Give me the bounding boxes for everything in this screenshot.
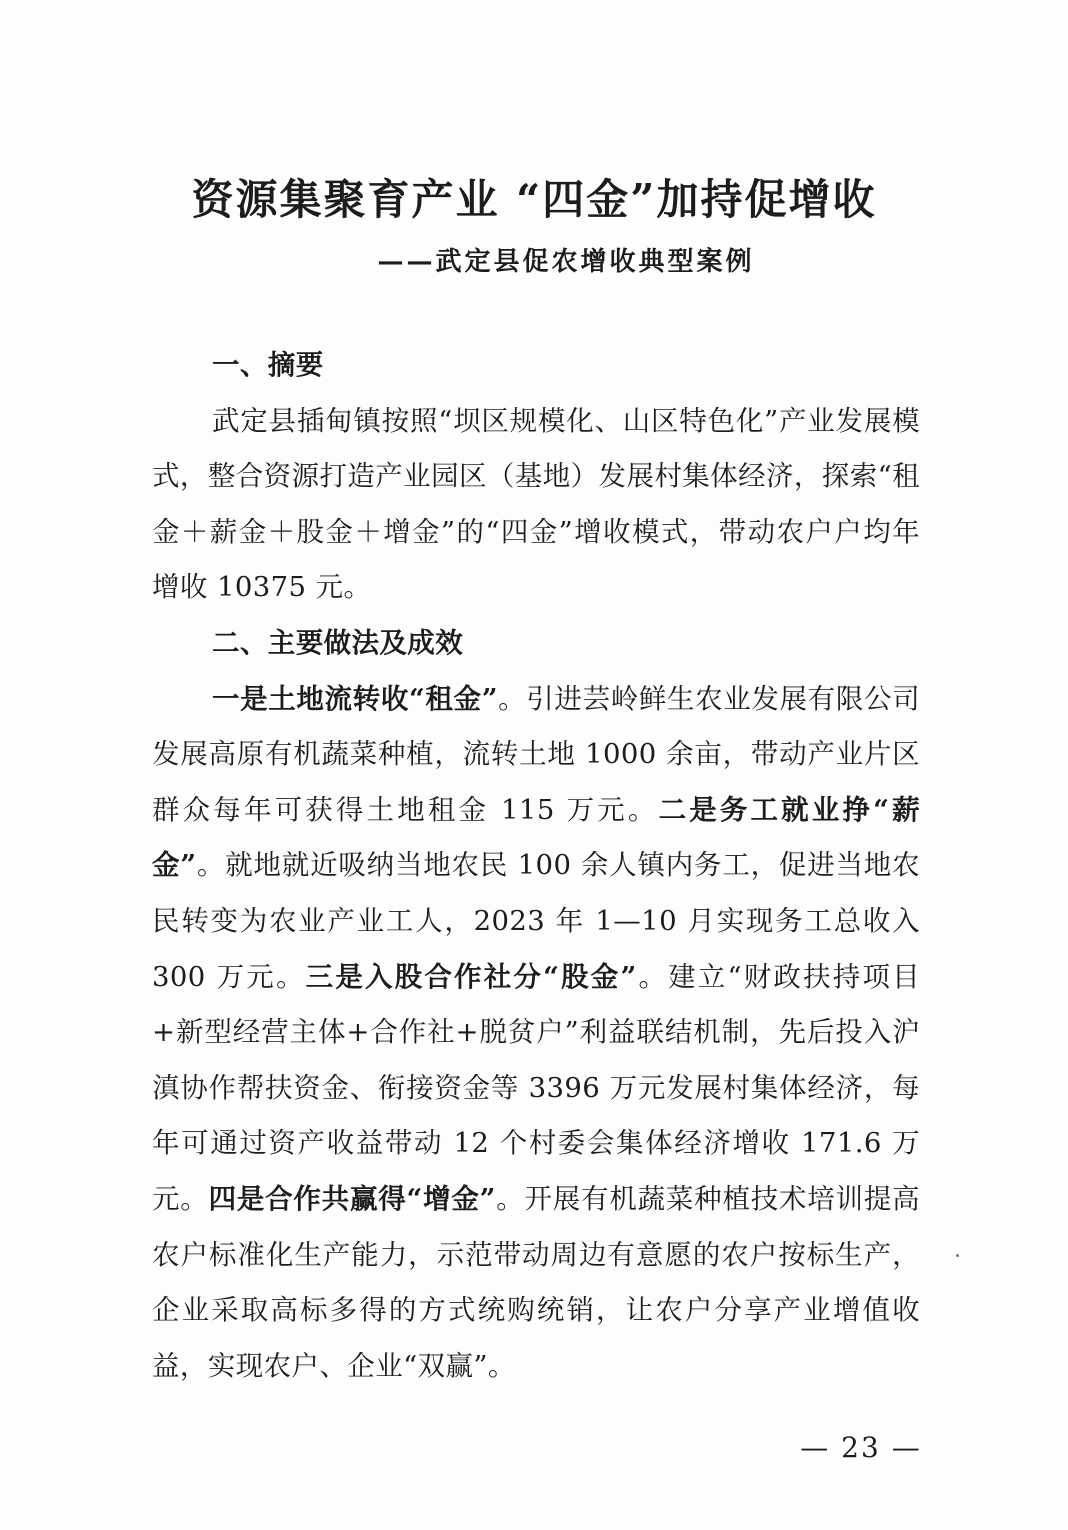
practice-2-text: 。就地就近吸纳当地农民 100 余人镇内务工，促进当地农民转变为农业产业工人，2023 年 1—10 月实现务工总收入 300 万元。 xyxy=(152,849,920,993)
practice-1-label: 一是土地流转收“租金” xyxy=(212,682,498,715)
practice-3-label: 三是入股合作社分“股金” xyxy=(305,960,637,993)
section-heading-practices: 二、主要做法及成效 xyxy=(212,626,464,659)
practices-paragraph xyxy=(152,672,920,1395)
practice-2-label: 二是务工就业挣“薪金” xyxy=(152,793,920,882)
document-body xyxy=(152,338,920,1394)
practice-3-text: 。建立“财政扶持项目+新型经营主体+合作社+脱贫户”利益联结机制，先后投入沪滇协作帮扶资金、衔接资金等 3396 万元发展村集体经济，每年可通过资产收益带动 12 个村委会集体经济增收 171.6 万元。 xyxy=(152,960,921,1215)
scan-speck xyxy=(956,1254,959,1257)
document-title: 资源集聚育产业 “四金”加持促增收 xyxy=(191,175,877,224)
page-number: — 23 — xyxy=(800,1431,922,1464)
section-heading-summary: 一、摘要 xyxy=(212,349,324,381)
practice-1-text: 。引进芸岭鲜生农业发展有限公司发展高原有机蔬菜种植，流转土地 1000 余亩，带动产业片区群众每年可获得土地租金 115 万元。 xyxy=(152,682,920,826)
practice-4-text: 。开展有机蔬菜种植技术培训提高农户标准化生产能力，示范带动周边有意愿的农户按标生产，企业采取高标多得的方式统购统销，让农户分享产业增值收益，实现农户、企业“双赢”。 xyxy=(152,1182,920,1382)
document-subtitle: ——武定县促农增收典型案例 xyxy=(377,247,755,277)
practice-4-label: 四是合作共赢得“增金” xyxy=(208,1182,496,1215)
summary-paragraph: 武定县插甸镇按照“坝区规模化、山区特色化”产业发展模式，整合资源打造产业园区（基地）发展村集体经济，探索“租金＋薪金＋股金＋增金”的“四金”增收模式，带动农户户均年增收 10375 元。 xyxy=(152,404,920,604)
